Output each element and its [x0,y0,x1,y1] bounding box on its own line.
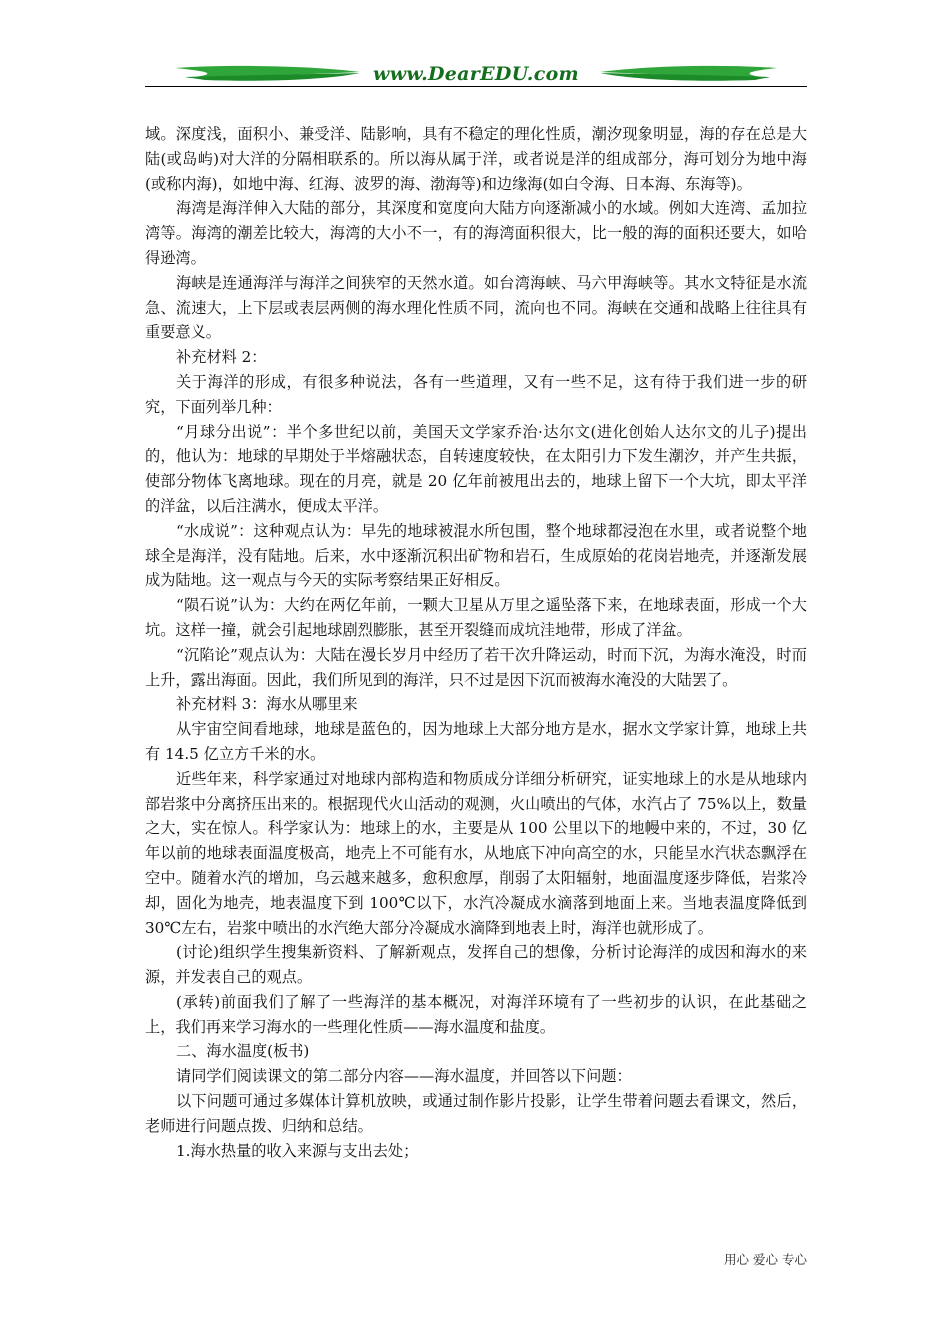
paragraph: 以下问题可通过多媒体计算机放映，或通过制作影片投影，让学生带着问题去看课文，然后，老师进行问题点拨、归纳和总结。 [145,1092,807,1135]
page-footer: 用心 爱心 专心 [724,1252,807,1267]
paragraph: “陨石说”认为：大约在两亿年前，一颗大卫星从万里之遥坠落下来，在地球表面，形成一个大坑。这样一撞，就会引起地球剧烈膨胀，甚至开裂缝而成坑洼地带，形成了洋盆。 [145,596,807,639]
section-label: 补充材料 3：海水从哪里来 [176,695,358,714]
paragraph: 海峡是连通海洋与海洋之间狭窄的天然水道。如台湾海峡、马六甲海峡等。其水文特征是水流急、流速大，上下层或表层两侧的海水理化性质不同，流向也不同。海峡在交通和战略上往往具有重要意义。 [145,273,807,342]
paragraph: 海湾是海洋伸入大陆的部分，其深度和宽度向大陆方向逐渐减小的水域。例如大连湾、孟加拉湾等。海湾的潮差比较大，海湾的大小不一，有的海湾面积很大，比一般的海的面积还要大，如哈得逊湾。 [145,199,807,267]
paragraph: 从宇宙空间看地球，地球是蓝色的，因为地球上大部分地方是水，据水文学家计算，地球上共有 14.5 亿立方千米的水。 [145,720,807,763]
paragraph: 请同学们阅读课文的第二部分内容——海水温度，并回答以下问题： [176,1067,632,1086]
section-heading: 二、海水温度(板书) [176,1042,310,1061]
paragraph: “水成说”：这种观点认为：早先的地球被混水所包围，整个地球都浸泡在水里，或者说整个地球全是海洋，没有陆地。后来，水中逐渐沉积出矿物和岩石，生成原始的花岗岩地壳，并逐渐发展成为陆地。这一观点与今天的实际考察结果正好相反。 [145,521,807,590]
paragraph: 近些年来，科学家通过对地球内部构造和物质成分详细分析研究，证实地球上的水是从地球内部岩浆中分离挤压出来的。根据现代火山活动的观测，火山喷出的气体，水汽占了 75%以上，数量之大，实在惊人。科学家认为：地球上的水，主要是从 100 公里以下的地幔中来的，不过，30 亿年以前的地球表面温度极高，地壳上不可能有水，从地底下冲向高空的水，只能呈水汽状态飘浮在空中。随着水汽的增加，乌云越来越多，愈积愈厚，削弱了太阳辐射，地面温度逐步降低，岩浆冷却，固化为地壳，地表温度下到 100℃以下，水汽冷凝成水滴落到地面上来。当地表温度降低到 30℃左右，岩浆中喷出的水汽绝大部分冷凝成水滴降到地表上时，海洋也就形成了。 [145,769,807,937]
paragraph: 域。深度浅，面积小、兼受洋、陆影响，具有不稳定的理化性质，潮汐现象明显，海的存在总是大陆(或岛屿)对大洋的分隔相联系的。所以海从属于洋，或者说是洋的组成部分，海可划分为地中海(或称内海)，如地中海、红海、波罗的海、渤海等)和边缘海(如白令海、日本海、东海等)。 [145,125,807,193]
section-label: 补充材料 2： [176,348,267,367]
paragraph: (讨论)组织学生搜集新资料、了解新观点，发挥自己的想像，分析讨论海洋的成因和海水的来源，并发表自己的观点。 [145,943,807,987]
paragraph: 关于海洋的形成，有很多种说法，各有一些道理，又有一些不足，这有待于我们进一步的研究，下面列举几种： [145,372,807,416]
paragraph: “月球分出说”：半个多世纪以前，美国天文学家乔治·达尔文(进化创始人达尔文的儿子)提出的，他认为：地球的早期处于半熔融状态，自转速度较快，在太阳引力下发生潮汐，并产生共振，使部分物体飞离地球。现在的月亮，就是 20 亿年前被甩出去的，地球上留下一个大坑，即太平洋的洋盆，以后注满水，便成太平洋。 [145,422,807,515]
paragraph: “沉陷论”观点认为：大陆在漫长岁月中经历了若干次升降运动，时而下沉，为海水淹没，时而上升，露出海面。因此，我们所见到的海洋，只不过是因下沉而被海水淹没的大陆罢了。 [145,645,807,689]
site-logo-text: www.DearEDU.com [373,63,579,85]
header-divider [145,86,807,87]
document-body [145,122,807,1163]
paragraph: (承转)前面我们了解了一些海洋的基本概况，对海洋环境有了一些初步的认识，在此基础之上，我们再来学习海水的一些理化性质——海水温度和盐度。 [145,992,807,1036]
paragraph: 1.海水热量的收入来源与支出去处； [176,1141,419,1160]
